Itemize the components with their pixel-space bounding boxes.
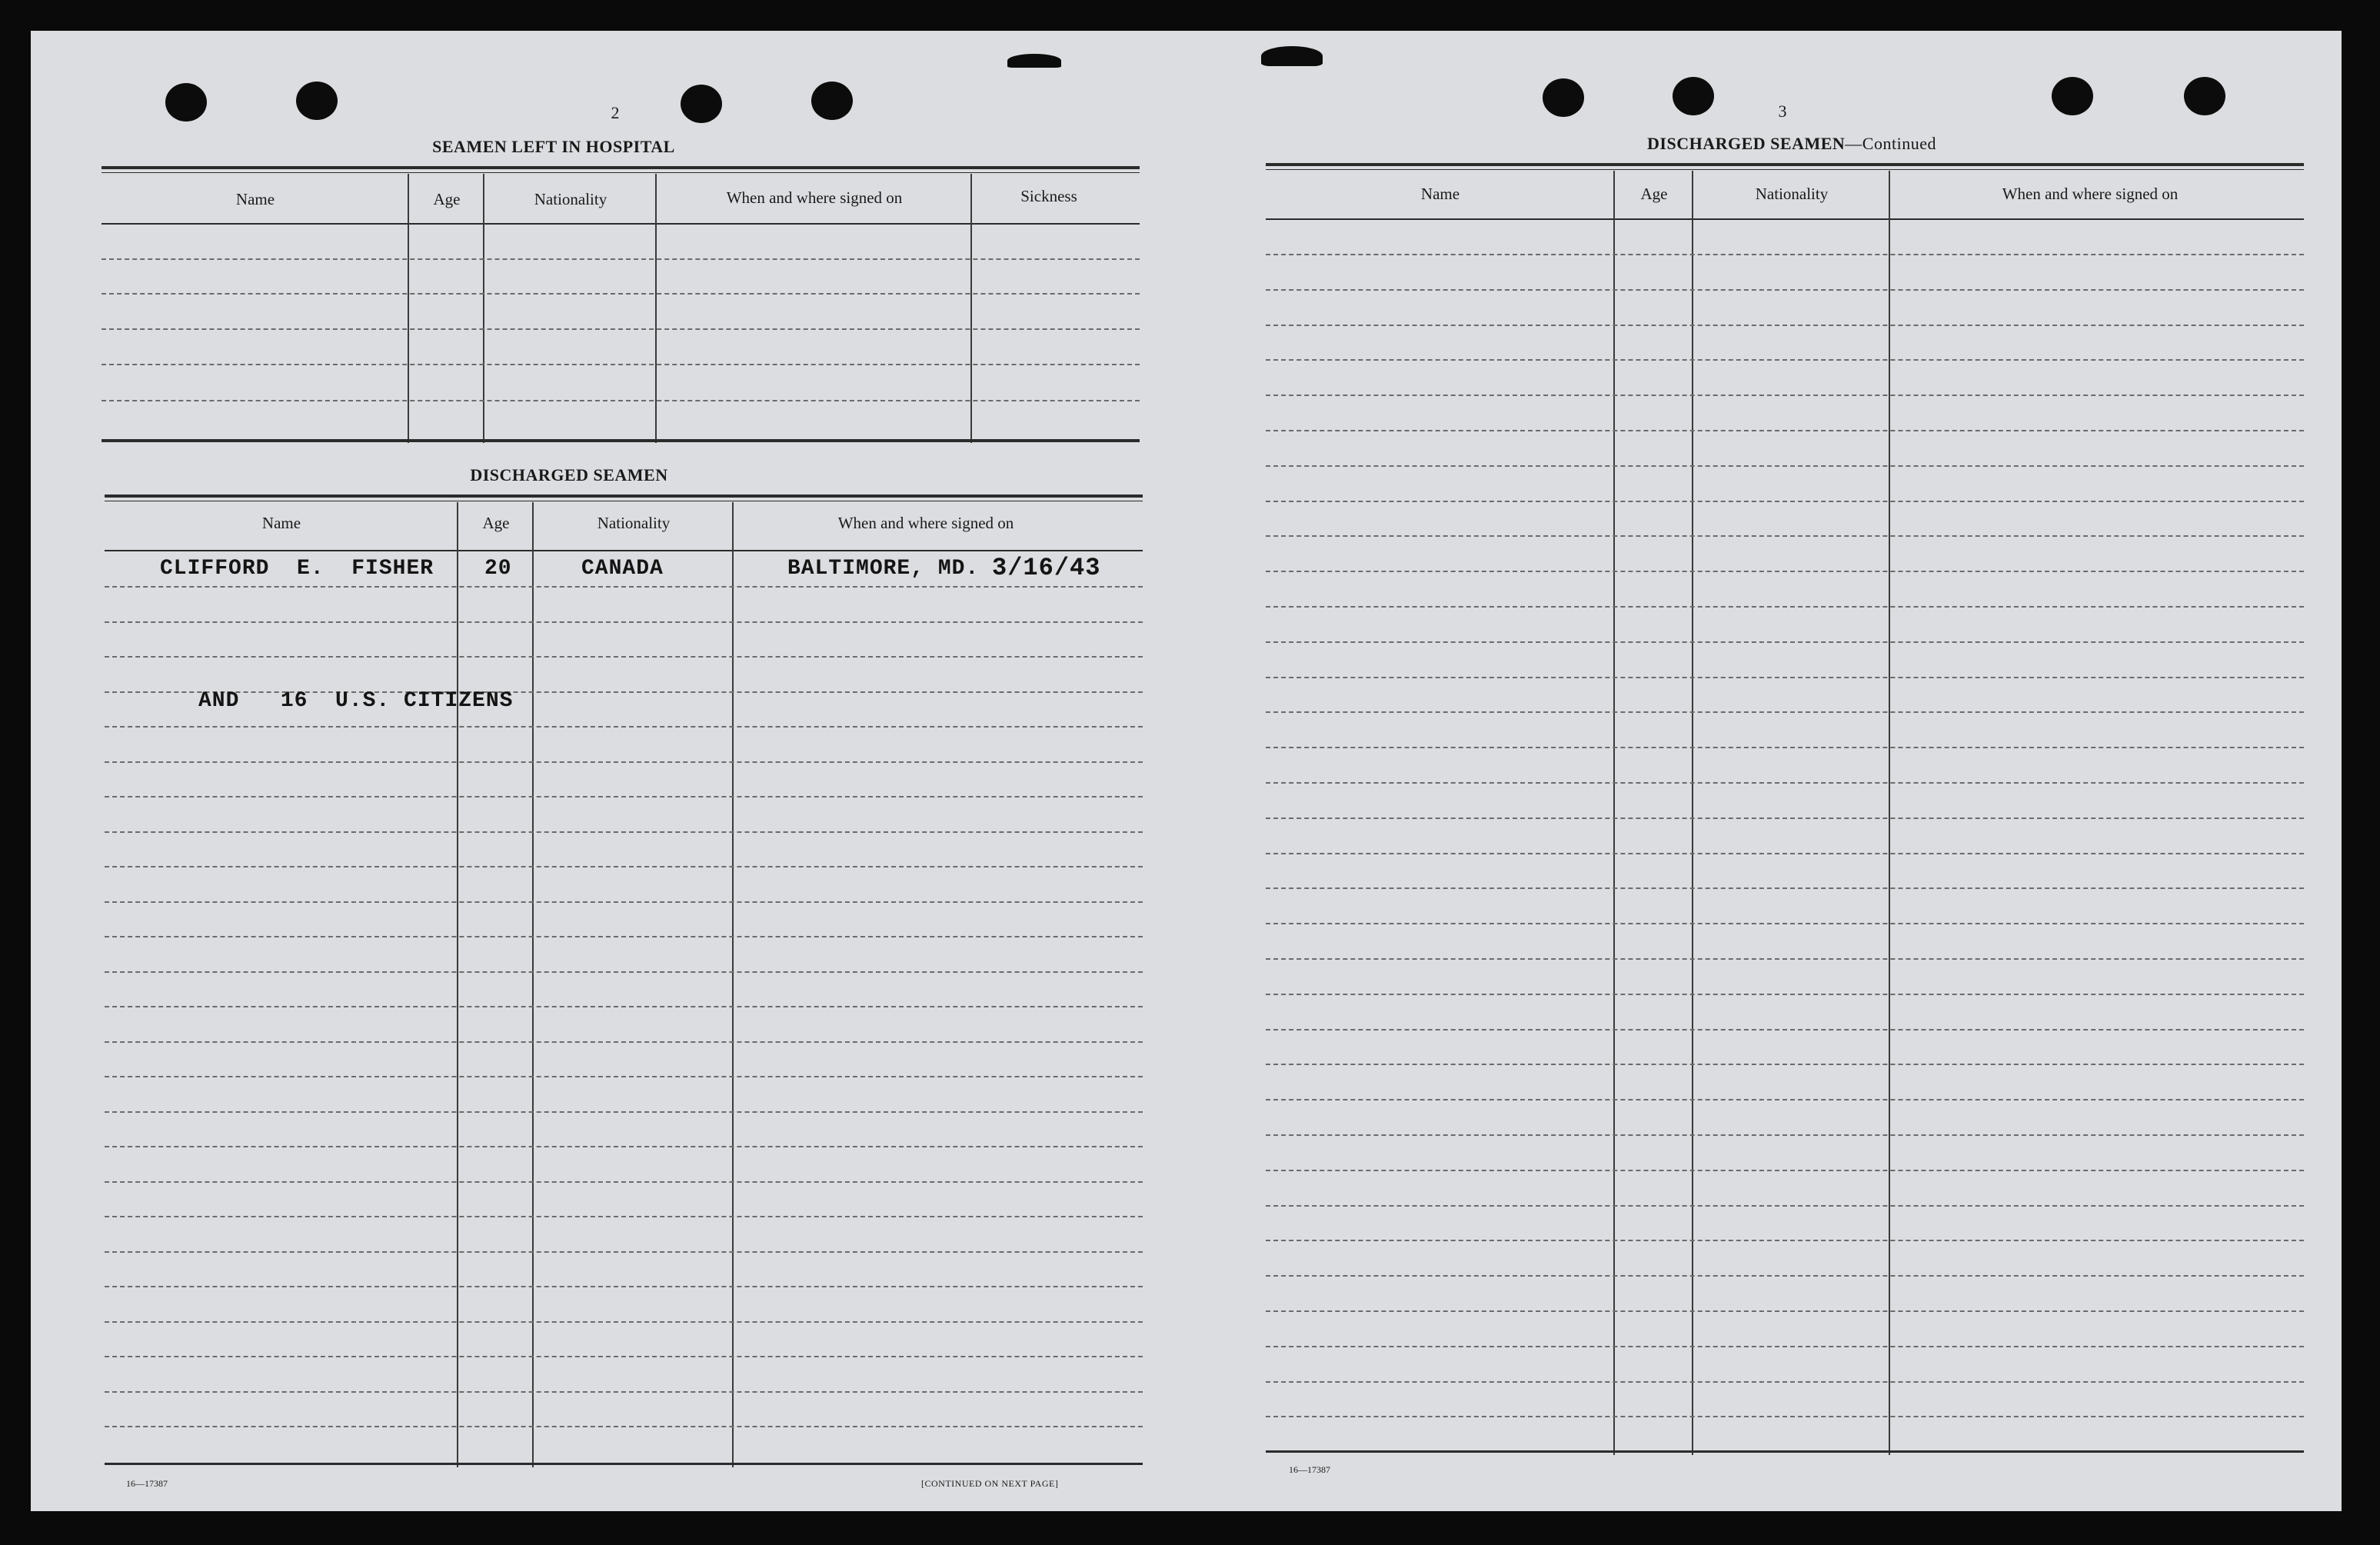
discharged-continued-title	[1561, 134, 2022, 154]
right-col-divider	[1889, 171, 1890, 1455]
hospital-header-rule	[102, 223, 1140, 225]
row-line	[105, 1391, 1143, 1393]
discharged-top-rule	[105, 494, 1143, 498]
row-line	[1266, 1381, 2304, 1383]
row-line	[1266, 853, 2304, 854]
row-line	[1266, 1416, 2304, 1417]
row-line	[1266, 1346, 2304, 1347]
discharged-col-age: Age	[482, 514, 510, 532]
hospital-col-divider	[655, 174, 657, 443]
row-line	[1266, 254, 2304, 255]
row-line	[105, 1146, 1143, 1147]
row-line	[1266, 958, 2304, 960]
row-line	[105, 796, 1143, 797]
hospital-col-divider	[408, 174, 409, 443]
paper-tear	[1007, 54, 1061, 68]
right-col-name: Name	[1420, 185, 1460, 203]
row-line	[105, 656, 1143, 658]
punch-hole	[2184, 77, 2225, 115]
row-line	[1266, 641, 2304, 643]
row-line	[1266, 1310, 2304, 1312]
punch-hole	[1543, 78, 1584, 117]
row-line	[105, 1251, 1143, 1253]
row-line	[105, 586, 1143, 588]
row-line	[1266, 359, 2304, 361]
row-line	[1266, 1099, 2304, 1100]
hospital-col-age: Age	[433, 190, 461, 208]
row-line	[105, 1006, 1143, 1007]
right-col-age: Age	[1640, 185, 1668, 203]
row-line	[1266, 325, 2304, 326]
row-line	[1266, 782, 2304, 784]
row-line	[105, 1041, 1143, 1043]
punch-hole	[681, 85, 722, 123]
punch-hole	[165, 83, 207, 122]
row-line	[1266, 465, 2304, 467]
hospital-row-line	[102, 364, 1140, 365]
row-line	[1266, 501, 2304, 502]
hospital-col-signed-on: When and where signed on	[726, 188, 903, 207]
entry-name: CLIFFORD E. FISHER	[160, 557, 434, 581]
row-line	[1266, 1170, 2304, 1171]
form-number-left: 16—17387	[126, 1478, 168, 1489]
row-line	[1266, 994, 2304, 995]
punch-hole	[296, 82, 338, 120]
row-line	[105, 1321, 1143, 1323]
hospital-row-line	[102, 293, 1140, 295]
hospital-col-divider	[483, 174, 484, 443]
row-line	[105, 1076, 1143, 1077]
row-line	[1266, 887, 2304, 889]
entry-age: 20	[484, 557, 512, 581]
discharged-section-title: DISCHARGED SEAMEN	[470, 465, 668, 484]
page-number-right: 3	[1778, 102, 1787, 121]
row-line	[1266, 747, 2304, 748]
row-line	[1266, 571, 2304, 572]
right-header-rule	[1266, 218, 2304, 220]
entry-signed-on-date: 3/16/43	[992, 554, 1101, 582]
row-line	[1266, 923, 2304, 924]
row-line	[1266, 535, 2304, 537]
row-line	[1266, 1275, 2304, 1277]
discharged-continued-suffix: —Continued	[1845, 134, 1936, 153]
discharged-col-name: Name	[261, 514, 301, 532]
row-line	[1266, 1240, 2304, 1241]
discharged-continued-title-main: DISCHARGED SEAMEN	[1647, 134, 1846, 153]
punch-hole	[2052, 77, 2093, 115]
hospital-col-name: Name	[235, 190, 275, 208]
right-bottom-rule	[1266, 1450, 2304, 1453]
hospital-row-line	[102, 258, 1140, 260]
row-line	[1266, 1205, 2304, 1207]
right-col-signed-on: When and where signed on	[2002, 185, 2179, 203]
hospital-row-line	[102, 328, 1140, 330]
hospital-section-title: SEAMEN LEFT IN HOSPITAL	[432, 137, 675, 156]
row-line	[105, 761, 1143, 763]
discharged-bottom-rule	[105, 1463, 1143, 1465]
right-col-divider	[1613, 171, 1615, 1455]
row-line	[1266, 711, 2304, 713]
discharged-header-rule	[105, 550, 1143, 551]
document-sheet	[31, 31, 2342, 1511]
right-top-rule	[1266, 163, 2304, 166]
discharged-col-signed-on: When and where signed on	[837, 514, 1014, 532]
row-line	[1266, 395, 2304, 396]
row-line	[1266, 430, 2304, 431]
right-col-nationality: Nationality	[1755, 185, 1829, 203]
row-line	[105, 936, 1143, 937]
right-col-divider	[1692, 171, 1693, 1455]
hospital-top-rule-thin	[102, 172, 1140, 173]
row-line	[105, 1286, 1143, 1287]
row-line	[1266, 677, 2304, 678]
row-line	[105, 866, 1143, 867]
row-line	[1266, 1029, 2304, 1031]
row-line	[105, 621, 1143, 623]
row-line	[105, 726, 1143, 728]
form-number-right: 16—17387	[1289, 1464, 1330, 1475]
hospital-col-divider	[970, 174, 972, 443]
hospital-row-line	[102, 400, 1140, 401]
row-line	[105, 1111, 1143, 1113]
hospital-bottom-rule	[102, 439, 1140, 442]
row-line	[1266, 289, 2304, 291]
row-line	[105, 971, 1143, 973]
entry-summary: AND 16 U.S. CITIZENS	[198, 689, 514, 713]
punch-hole	[1673, 77, 1714, 115]
row-line	[105, 1181, 1143, 1183]
row-line	[1266, 606, 2304, 608]
entry-nationality: CANADA	[581, 557, 664, 581]
row-line	[105, 1216, 1143, 1217]
row-line	[105, 1356, 1143, 1357]
row-line	[105, 901, 1143, 903]
right-top-rule-thin	[1266, 169, 2304, 170]
hospital-col-sickness: Sickness	[1020, 187, 1077, 205]
row-line	[1266, 817, 2304, 819]
hospital-top-rule	[102, 166, 1140, 169]
punch-hole	[811, 82, 853, 120]
paper-tear	[1261, 46, 1323, 66]
hospital-col-nationality: Nationality	[534, 190, 607, 208]
row-line	[105, 1426, 1143, 1427]
row-line	[1266, 1064, 2304, 1065]
row-line	[1266, 1134, 2304, 1136]
page-number-left: 2	[611, 103, 620, 122]
row-line	[105, 831, 1143, 833]
entry-signed-on-port: BALTIMORE, MD.	[787, 557, 980, 581]
discharged-col-nationality: Nationality	[597, 514, 671, 532]
continued-note: [CONTINUED ON NEXT PAGE]	[921, 1478, 1059, 1489]
